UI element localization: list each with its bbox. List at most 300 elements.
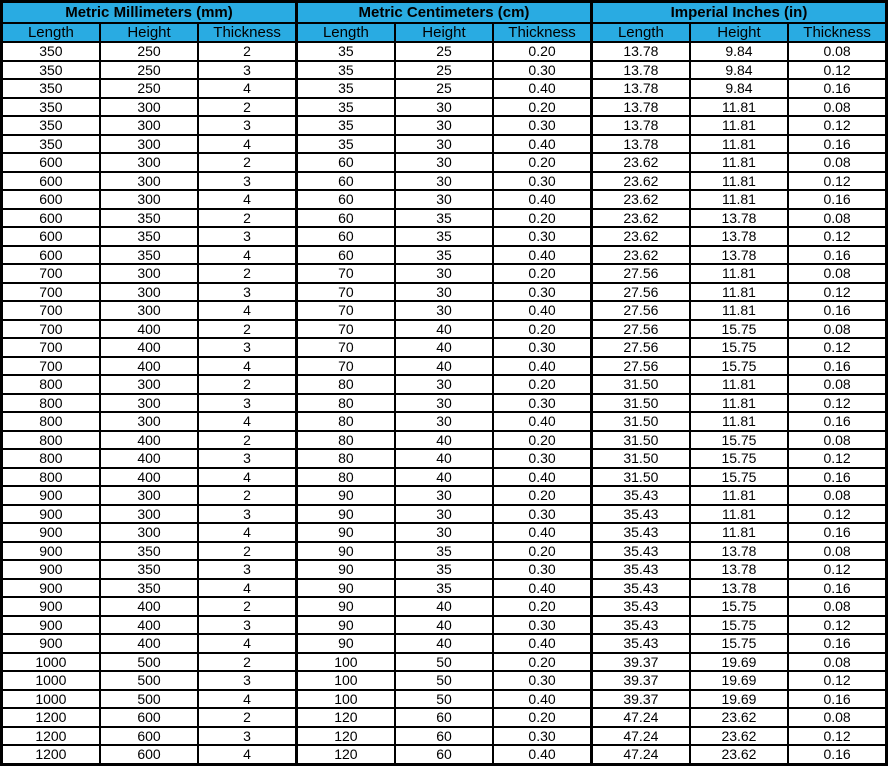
cell: 0.08 (788, 708, 886, 727)
cell: 23.62 (591, 190, 689, 209)
cell: 0.12 (788, 727, 886, 746)
cell: 35.43 (591, 542, 689, 561)
cell: 13.78 (690, 542, 788, 561)
cell: 300 (100, 153, 198, 172)
cell: 40 (395, 320, 493, 339)
cell: 0.16 (788, 634, 886, 653)
cell: 13.78 (690, 209, 788, 228)
table-row (2, 190, 887, 209)
cell: 900 (2, 597, 100, 616)
table-row (2, 135, 887, 154)
cell: 0.16 (788, 357, 886, 376)
cell: 35.43 (591, 579, 689, 598)
table-body (2, 42, 887, 764)
table-row (2, 745, 887, 764)
cell: 30 (395, 301, 493, 320)
cell: 90 (296, 523, 394, 542)
cell: 13.78 (591, 98, 689, 117)
cell: 0.12 (788, 449, 886, 468)
cell: 0.30 (493, 727, 591, 746)
table-row (2, 375, 887, 394)
table-row (2, 708, 887, 727)
cell: 23.62 (591, 227, 689, 246)
table-row (2, 690, 887, 709)
cell: 3 (198, 671, 296, 690)
cell: 600 (2, 246, 100, 265)
cell: 0.20 (493, 320, 591, 339)
cell: 11.81 (690, 301, 788, 320)
cell: 11.81 (690, 190, 788, 209)
cell: 350 (100, 560, 198, 579)
cell: 800 (2, 449, 100, 468)
cell: 0.08 (788, 653, 886, 672)
cell: 3 (198, 172, 296, 191)
cell: 4 (198, 135, 296, 154)
table-row (2, 394, 887, 413)
cell: 60 (296, 227, 394, 246)
cell: 27.56 (591, 301, 689, 320)
cell: 0.12 (788, 61, 886, 80)
cell: 70 (296, 338, 394, 357)
cell: 40 (395, 468, 493, 487)
cell: 39.37 (591, 690, 689, 709)
cell: 19.69 (690, 690, 788, 709)
cell: 250 (100, 42, 198, 61)
cell: 600 (2, 153, 100, 172)
cell: 15.75 (690, 431, 788, 450)
table-row (2, 153, 887, 172)
table-row (2, 320, 887, 339)
cell: 300 (100, 190, 198, 209)
cell: 15.75 (690, 634, 788, 653)
cell: 35 (395, 560, 493, 579)
cell: 300 (100, 412, 198, 431)
cell: 300 (100, 505, 198, 524)
cell: 400 (100, 320, 198, 339)
cell: 70 (296, 283, 394, 302)
cell: 35 (296, 79, 394, 98)
cell: 11.81 (690, 394, 788, 413)
cell: 300 (100, 375, 198, 394)
cell: 0.12 (788, 227, 886, 246)
cell: 9.84 (690, 42, 788, 61)
cell: 27.56 (591, 264, 689, 283)
cell: 800 (2, 394, 100, 413)
table-row (2, 653, 887, 672)
col-header-length-group0: Length (2, 23, 100, 42)
cell: 35.43 (591, 505, 689, 524)
cell: 23.62 (690, 708, 788, 727)
cell: 1000 (2, 671, 100, 690)
cell: 0.08 (788, 98, 886, 117)
cell: 0.16 (788, 412, 886, 431)
cell: 4 (198, 523, 296, 542)
cell: 90 (296, 616, 394, 635)
cell: 600 (100, 727, 198, 746)
cell: 35 (296, 61, 394, 80)
cell: 25 (395, 79, 493, 98)
cell: 300 (100, 98, 198, 117)
cell: 350 (2, 79, 100, 98)
cell: 35 (296, 42, 394, 61)
cell: 120 (296, 708, 394, 727)
cell: 300 (100, 394, 198, 413)
cell: 0.40 (493, 468, 591, 487)
cell: 0.12 (788, 283, 886, 302)
column-header-row (2, 23, 887, 42)
cell: 90 (296, 597, 394, 616)
cell: 4 (198, 468, 296, 487)
cell: 15.75 (690, 597, 788, 616)
cell: 30 (395, 375, 493, 394)
cell: 300 (100, 301, 198, 320)
cell: 40 (395, 431, 493, 450)
cell: 13.78 (690, 560, 788, 579)
cell: 11.81 (690, 486, 788, 505)
cell: 0.20 (493, 98, 591, 117)
cell: 0.12 (788, 671, 886, 690)
cell: 900 (2, 616, 100, 635)
col-header-length-group2: Length (591, 23, 689, 42)
cell: 300 (100, 523, 198, 542)
cell: 11.81 (690, 505, 788, 524)
cell: 0.16 (788, 690, 886, 709)
cell: 2 (198, 542, 296, 561)
cell: 3 (198, 394, 296, 413)
cell: 800 (2, 431, 100, 450)
table-row (2, 98, 887, 117)
cell: 0.16 (788, 745, 886, 764)
cell: 350 (100, 579, 198, 598)
table-row (2, 227, 887, 246)
cell: 0.20 (493, 264, 591, 283)
cell: 30 (395, 264, 493, 283)
cell: 600 (100, 745, 198, 764)
table-row (2, 727, 887, 746)
cell: 13.78 (591, 116, 689, 135)
cell: 15.75 (690, 320, 788, 339)
table-row (2, 560, 887, 579)
cell: 25 (395, 42, 493, 61)
col-header-height-group0: Height (100, 23, 198, 42)
table-row (2, 116, 887, 135)
cell: 2 (198, 209, 296, 228)
cell: 2 (198, 375, 296, 394)
cell: 11.81 (690, 98, 788, 117)
col-header-height-group1: Height (395, 23, 493, 42)
table-row (2, 412, 887, 431)
cell: 90 (296, 579, 394, 598)
cell: 31.50 (591, 412, 689, 431)
cell: 0.40 (493, 79, 591, 98)
cell: 350 (2, 42, 100, 61)
table-row (2, 357, 887, 376)
cell: 100 (296, 690, 394, 709)
cell: 31.50 (591, 449, 689, 468)
table-row (2, 42, 887, 61)
cell: 400 (100, 616, 198, 635)
cell: 0.40 (493, 135, 591, 154)
cell: 900 (2, 523, 100, 542)
cell: 0.12 (788, 338, 886, 357)
cell: 30 (395, 135, 493, 154)
cell: 0.08 (788, 320, 886, 339)
cell: 300 (100, 283, 198, 302)
cell: 350 (100, 209, 198, 228)
cell: 11.81 (690, 283, 788, 302)
cell: 35 (395, 209, 493, 228)
table-row (2, 209, 887, 228)
table-row (2, 301, 887, 320)
cell: 120 (296, 745, 394, 764)
cell: 0.30 (493, 338, 591, 357)
cell: 15.75 (690, 616, 788, 635)
cell: 15.75 (690, 449, 788, 468)
cell: 800 (2, 468, 100, 487)
cell: 60 (296, 246, 394, 265)
cell: 400 (100, 338, 198, 357)
cell: 2 (198, 653, 296, 672)
cell: 0.12 (788, 172, 886, 191)
cell: 0.20 (493, 153, 591, 172)
cell: 700 (2, 338, 100, 357)
cell: 40 (395, 449, 493, 468)
cell: 90 (296, 634, 394, 653)
cell: 23.62 (690, 745, 788, 764)
cell: 0.40 (493, 634, 591, 653)
cell: 0.20 (493, 708, 591, 727)
cell: 700 (2, 320, 100, 339)
table-row (2, 634, 887, 653)
cell: 13.78 (591, 135, 689, 154)
cell: 0.08 (788, 153, 886, 172)
cell: 900 (2, 579, 100, 598)
cell: 600 (2, 209, 100, 228)
cell: 400 (100, 431, 198, 450)
cell: 35 (395, 246, 493, 265)
cell: 11.81 (690, 135, 788, 154)
cell: 35.43 (591, 523, 689, 542)
table-row (2, 283, 887, 302)
table-row (2, 542, 887, 561)
cell: 30 (395, 523, 493, 542)
cell: 3 (198, 505, 296, 524)
cell: 31.50 (591, 468, 689, 487)
cell: 300 (100, 135, 198, 154)
cell: 47.24 (591, 727, 689, 746)
cell: 250 (100, 79, 198, 98)
cell: 600 (100, 708, 198, 727)
cell: 13.78 (591, 61, 689, 80)
cell: 0.08 (788, 264, 886, 283)
cell: 4 (198, 412, 296, 431)
cell: 1200 (2, 708, 100, 727)
col-header-length-group1: Length (296, 23, 394, 42)
cell: 30 (395, 190, 493, 209)
cell: 0.12 (788, 394, 886, 413)
cell: 0.40 (493, 412, 591, 431)
cell: 2 (198, 320, 296, 339)
cell: 600 (2, 172, 100, 191)
cell: 11.81 (690, 523, 788, 542)
cell: 27.56 (591, 283, 689, 302)
cell: 500 (100, 653, 198, 672)
col-header-thickness-group0: Thickness (198, 23, 296, 42)
cell: 3 (198, 283, 296, 302)
cell: 4 (198, 246, 296, 265)
group-header-metric-mm: Metric Millimeters (mm) (2, 2, 297, 24)
cell: 0.40 (493, 579, 591, 598)
cell: 90 (296, 505, 394, 524)
cell: 80 (296, 394, 394, 413)
cell: 0.20 (493, 42, 591, 61)
cell: 40 (395, 338, 493, 357)
cell: 3 (198, 727, 296, 746)
cell: 350 (2, 98, 100, 117)
cell: 80 (296, 412, 394, 431)
cell: 900 (2, 505, 100, 524)
cell: 70 (296, 357, 394, 376)
cell: 400 (100, 468, 198, 487)
cell: 0.16 (788, 301, 886, 320)
col-header-thickness-group2: Thickness (788, 23, 886, 42)
cell: 300 (100, 486, 198, 505)
cell: 300 (100, 172, 198, 191)
cell: 47.24 (591, 708, 689, 727)
cell: 1200 (2, 727, 100, 746)
cell: 60 (395, 745, 493, 764)
cell: 0.08 (788, 486, 886, 505)
cell: 3 (198, 116, 296, 135)
cell: 11.81 (690, 264, 788, 283)
cell: 2 (198, 264, 296, 283)
cell: 0.30 (493, 449, 591, 468)
cell: 0.20 (493, 375, 591, 394)
cell: 40 (395, 616, 493, 635)
cell: 0.16 (788, 468, 886, 487)
cell: 4 (198, 579, 296, 598)
cell: 50 (395, 671, 493, 690)
col-header-height-group2: Height (690, 23, 788, 42)
cell: 400 (100, 449, 198, 468)
cell: 27.56 (591, 338, 689, 357)
cell: 60 (296, 190, 394, 209)
cell: 350 (2, 135, 100, 154)
table-row (2, 523, 887, 542)
cell: 350 (100, 227, 198, 246)
cell: 60 (296, 153, 394, 172)
cell: 0.16 (788, 246, 886, 265)
table-row (2, 264, 887, 283)
cell: 80 (296, 375, 394, 394)
cell: 50 (395, 690, 493, 709)
cell: 35 (395, 542, 493, 561)
cell: 47.24 (591, 745, 689, 764)
cell: 80 (296, 431, 394, 450)
cell: 23.62 (591, 209, 689, 228)
cell: 0.08 (788, 597, 886, 616)
cell: 11.81 (690, 172, 788, 191)
cell: 50 (395, 653, 493, 672)
cell: 2 (198, 431, 296, 450)
cell: 0.12 (788, 505, 886, 524)
cell: 800 (2, 375, 100, 394)
cell: 0.08 (788, 209, 886, 228)
cell: 40 (395, 357, 493, 376)
cell: 0.20 (493, 486, 591, 505)
cell: 2 (198, 486, 296, 505)
cell: 2 (198, 98, 296, 117)
cell: 0.30 (493, 394, 591, 413)
cell: 23.62 (591, 172, 689, 191)
cell: 0.16 (788, 79, 886, 98)
cell: 70 (296, 320, 394, 339)
cell: 13.78 (690, 579, 788, 598)
cell: 39.37 (591, 671, 689, 690)
cell: 800 (2, 412, 100, 431)
cell: 35.43 (591, 597, 689, 616)
cell: 13.78 (591, 79, 689, 98)
cell: 9.84 (690, 79, 788, 98)
cell: 2 (198, 153, 296, 172)
cell: 23.62 (690, 727, 788, 746)
cell: 0.30 (493, 283, 591, 302)
cell: 0.16 (788, 135, 886, 154)
col-header-thickness-group1: Thickness (493, 23, 591, 42)
cell: 31.50 (591, 431, 689, 450)
cell: 31.50 (591, 394, 689, 413)
cell: 0.20 (493, 431, 591, 450)
cell: 0.40 (493, 190, 591, 209)
cell: 19.69 (690, 671, 788, 690)
cell: 70 (296, 301, 394, 320)
cell: 35 (395, 579, 493, 598)
cell: 35 (296, 135, 394, 154)
cell: 30 (395, 412, 493, 431)
cell: 60 (395, 708, 493, 727)
cell: 700 (2, 264, 100, 283)
cell: 4 (198, 690, 296, 709)
cell: 25 (395, 61, 493, 80)
cell: 90 (296, 560, 394, 579)
cell: 11.81 (690, 412, 788, 431)
table-row (2, 172, 887, 191)
cell: 0.30 (493, 61, 591, 80)
table-row (2, 246, 887, 265)
cell: 2 (198, 42, 296, 61)
cell: 4 (198, 190, 296, 209)
table-row (2, 61, 887, 80)
cell: 35 (395, 227, 493, 246)
cell: 0.12 (788, 616, 886, 635)
cell: 400 (100, 634, 198, 653)
cell: 15.75 (690, 468, 788, 487)
cell: 30 (395, 394, 493, 413)
cell: 100 (296, 671, 394, 690)
cell: 70 (296, 264, 394, 283)
cell: 35 (296, 98, 394, 117)
cell: 35.43 (591, 616, 689, 635)
table-row (2, 597, 887, 616)
cell: 35.43 (591, 486, 689, 505)
cell: 3 (198, 449, 296, 468)
cell: 0.12 (788, 560, 886, 579)
cell: 30 (395, 116, 493, 135)
cell: 35.43 (591, 634, 689, 653)
cell: 350 (100, 246, 198, 265)
cell: 15.75 (690, 357, 788, 376)
cell: 400 (100, 357, 198, 376)
